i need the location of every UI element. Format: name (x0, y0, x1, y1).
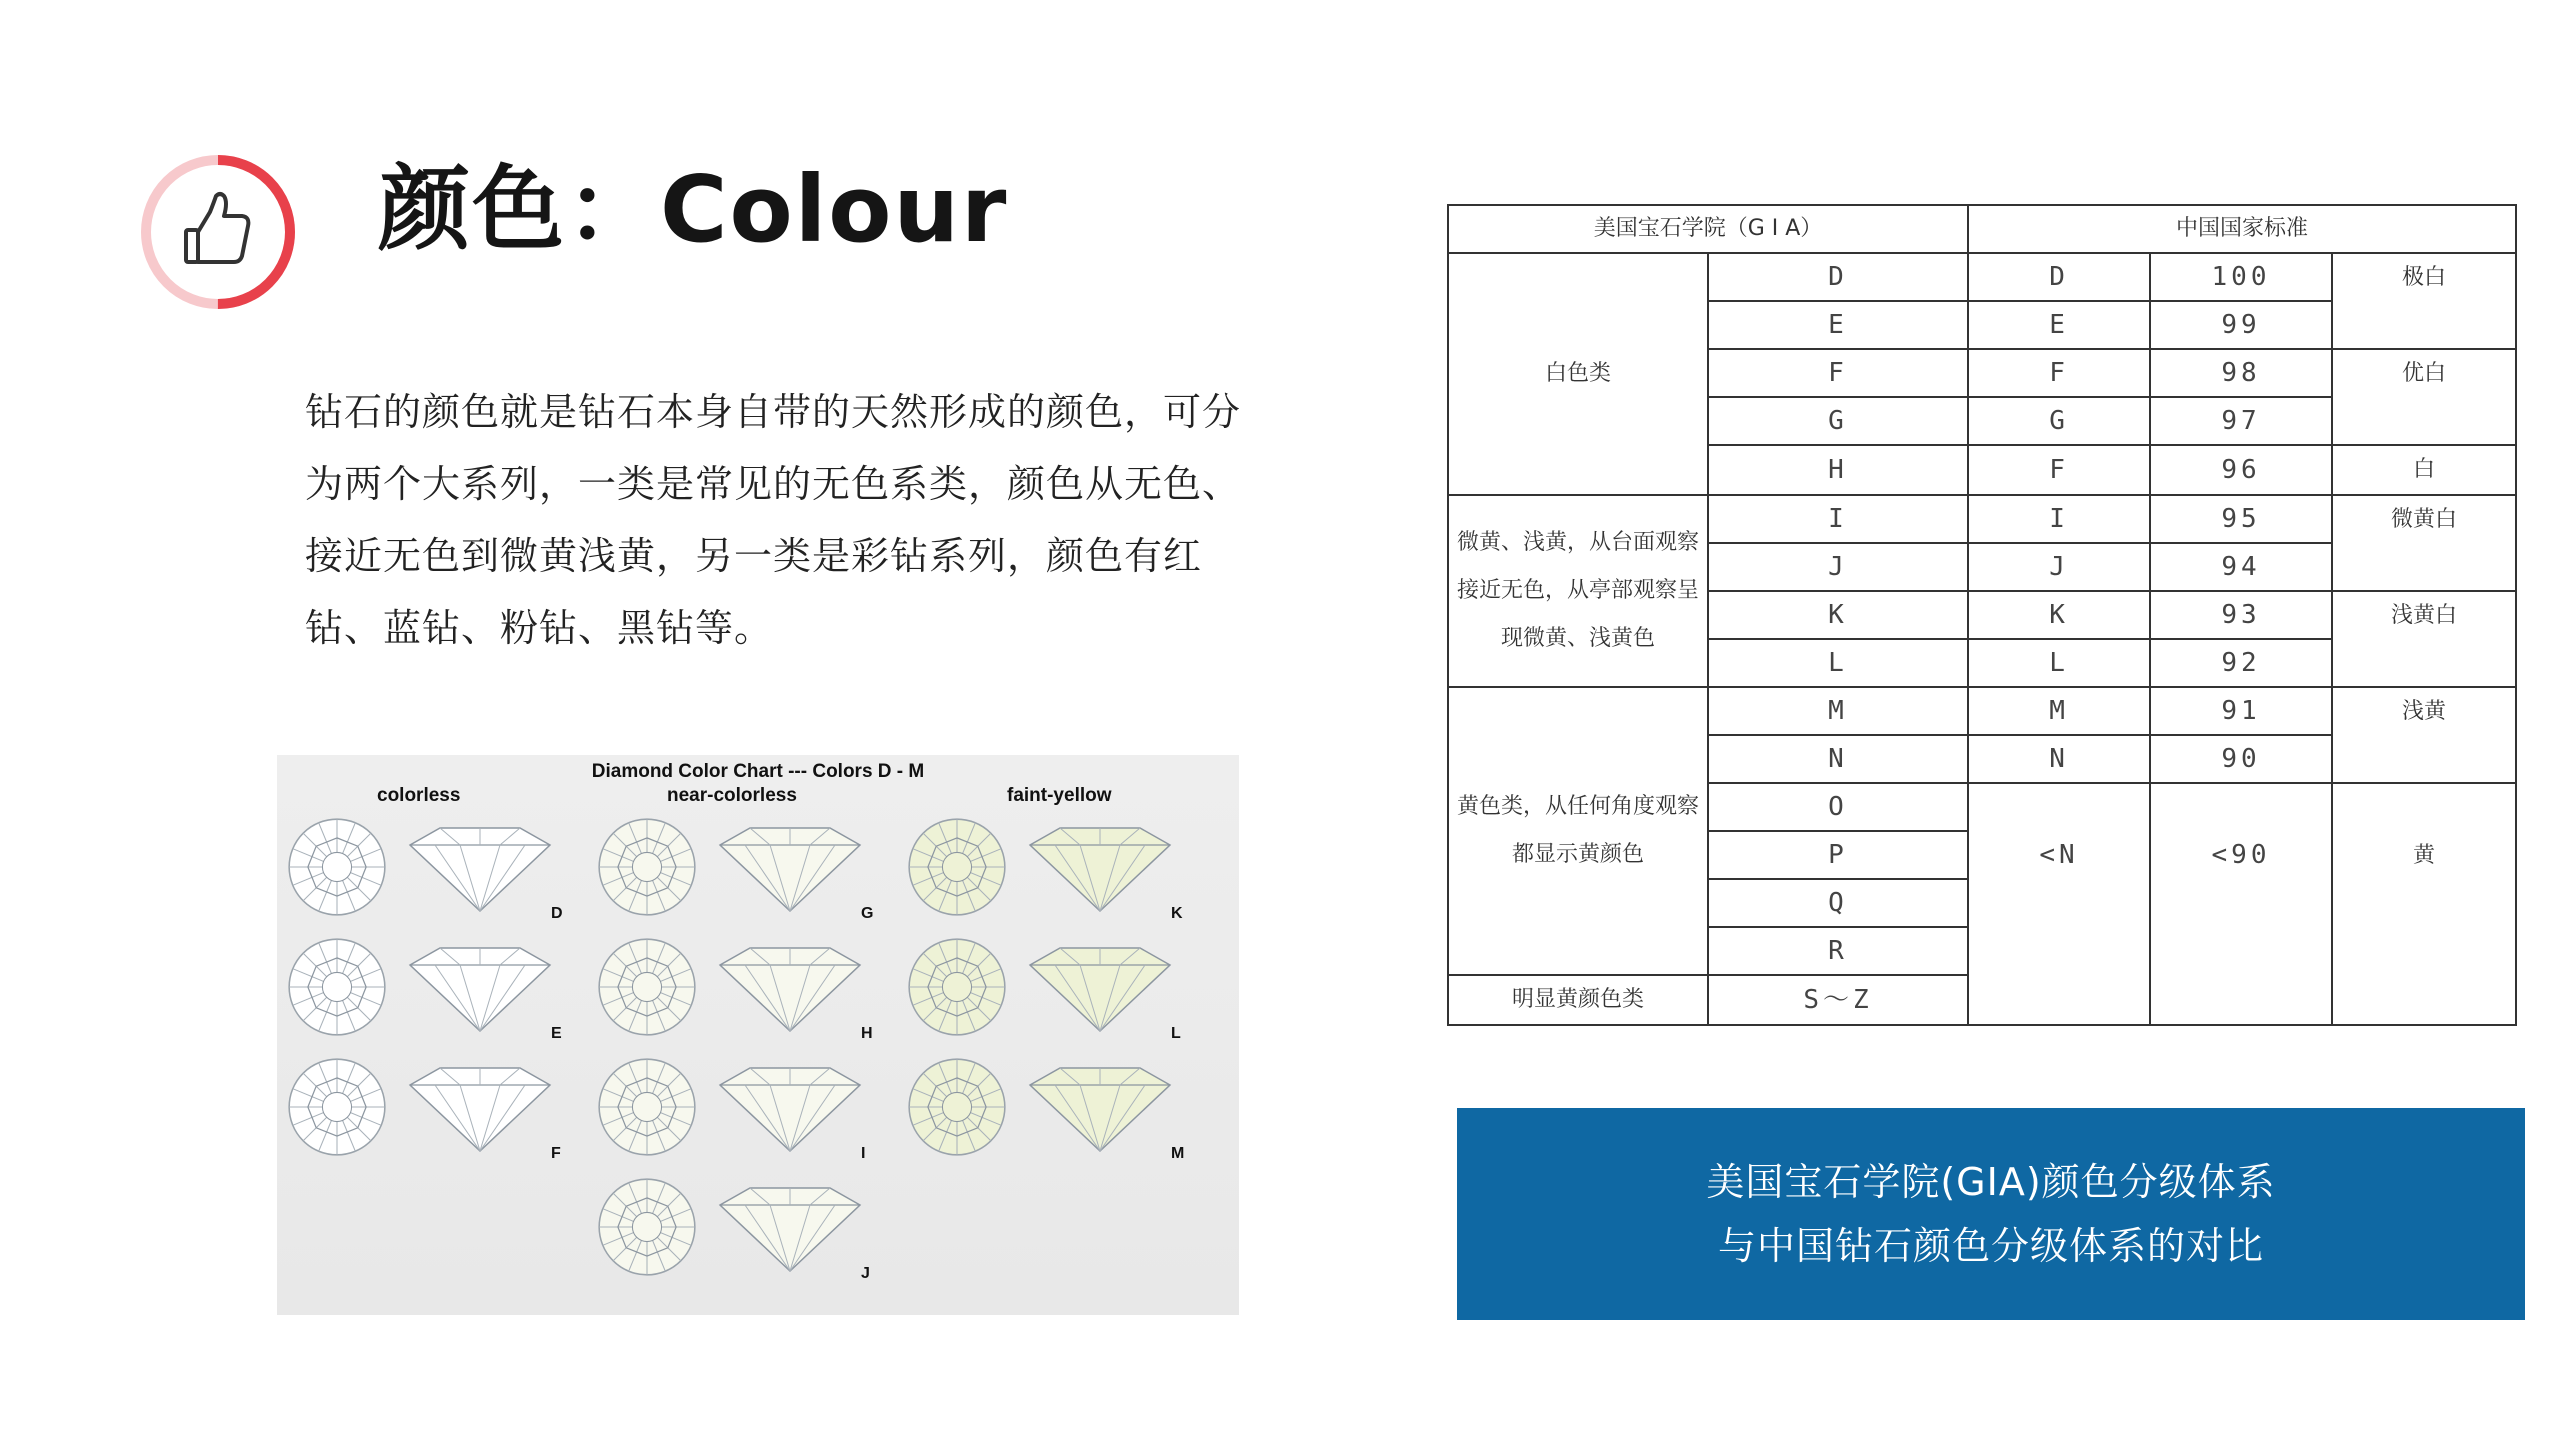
diamond-side-view-J (715, 1183, 865, 1273)
gia-grade: G (1708, 397, 1968, 445)
grade-label-J: J (861, 1265, 870, 1282)
gia-grade: K (1708, 591, 1968, 639)
grade-label-D: D (551, 905, 563, 922)
diamond-top-view-K (905, 815, 1009, 919)
diamond-top-view-F (285, 1055, 389, 1159)
group-white: 白色类 (1448, 253, 1708, 495)
group-label-near-colorless: near-colorless (667, 785, 797, 806)
gia-grade: R (1708, 927, 1968, 975)
caption-line-1: 美国宝石学院(GIA)颜色分级体系 (1706, 1160, 2276, 1204)
cn-number: 93 (2150, 591, 2332, 639)
gia-grade: E (1708, 301, 1968, 349)
gia-grade: L (1708, 639, 1968, 687)
diamond-top-view-M (905, 1055, 1009, 1159)
gia-grade: H (1708, 445, 1968, 495)
gia-grade: F (1708, 349, 1968, 397)
cn-number: <90 (2150, 783, 2332, 1025)
gia-grade: Q (1708, 879, 1968, 927)
thumbs-up-icon (186, 194, 248, 262)
cn-name: 优白 (2332, 349, 2516, 445)
diamond-color-chart (277, 755, 1239, 1315)
cn-name: 浅黄 (2332, 687, 2516, 783)
cn-number: 100 (2150, 253, 2332, 301)
diamond-top-view-J (595, 1175, 699, 1279)
diamond-side-view-I (715, 1063, 865, 1153)
gia-grade: S～Z (1708, 975, 1968, 1025)
gia-grade: P (1708, 831, 1968, 879)
diamond-top-view-L (905, 935, 1009, 1039)
group-label-faint-yellow: faint-yellow (1007, 785, 1112, 806)
gia-grade: I (1708, 495, 1968, 543)
diamond-top-view-G (595, 815, 699, 919)
grade-label-I: I (861, 1145, 866, 1162)
cn-number: 91 (2150, 687, 2332, 735)
cn-letter: F (1968, 445, 2150, 495)
page-title: 颜色：Colour (378, 156, 1009, 263)
cn-name: 浅黄白 (2332, 591, 2516, 687)
gia-grade: N (1708, 735, 1968, 783)
table-caption (1457, 1108, 2525, 1320)
cn-number: 96 (2150, 445, 2332, 495)
cn-number: 97 (2150, 397, 2332, 445)
diamond-top-view-E (285, 935, 389, 1039)
cn-name: 黄 (2332, 783, 2516, 1025)
cn-letter: G (1968, 397, 2150, 445)
chart-title: Diamond Color Chart --- Colors D - M (591, 761, 925, 782)
group-yellow: 黄色类，从任何角度观察都显示黄颜色 (1448, 687, 1708, 975)
cn-number: 95 (2150, 495, 2332, 543)
gia-grade: M (1708, 687, 1968, 735)
diamond-top-view-H (595, 935, 699, 1039)
diamond-side-view-L (1025, 943, 1175, 1033)
cn-letter: E (1968, 301, 2150, 349)
gia-grade: D (1708, 253, 1968, 301)
cn-letter: N (1968, 735, 2150, 783)
grade-label-H: H (861, 1025, 873, 1042)
gia-grade: J (1708, 543, 1968, 591)
cn-letter: L (1968, 639, 2150, 687)
grade-label-L: L (1171, 1025, 1181, 1042)
grade-label-F: F (551, 1145, 561, 1162)
diamond-side-view-K (1025, 823, 1175, 913)
cn-letter: K (1968, 591, 2150, 639)
intro-paragraph: 钻石的颜色就是钻石本身自带的天然形成的颜色，可分为两个大系列，一类是常见的无色系类，颜色从无色、接近无色到微黄浅黄，另一类是彩钻系列，颜色有红钻、蓝钻、粉钻、黑钻等。 (305, 390, 1242, 650)
cn-number: 98 (2150, 349, 2332, 397)
grade-label-K: K (1171, 905, 1183, 922)
cn-number: 94 (2150, 543, 2332, 591)
header-china: 中国国家标准 (1968, 205, 2516, 253)
thumbs-up-badge (138, 152, 298, 312)
group-obvious: 明显黄颜色类 (1448, 975, 1708, 1025)
diamond-side-view-D (405, 823, 555, 913)
diamond-side-view-M (1025, 1063, 1175, 1153)
cn-letter: <N (1968, 783, 2150, 1025)
caption-line-2: 与中国钻石颜色分级体系的对比 (1717, 1224, 2264, 1268)
grade-label-E: E (551, 1025, 562, 1042)
group-label-colorless: colorless (377, 785, 461, 806)
cn-number: 90 (2150, 735, 2332, 783)
group-faint: 微黄、浅黄，从台面观察接近无色，从亭部观察呈现微黄、浅黄色 (1448, 495, 1708, 687)
diamond-top-view-D (285, 815, 389, 919)
diamond-side-view-H (715, 943, 865, 1033)
cn-name: 白 (2332, 445, 2516, 495)
grade-label-G: G (861, 905, 874, 922)
cn-number: 99 (2150, 301, 2332, 349)
cn-letter: D (1968, 253, 2150, 301)
diamond-side-view-F (405, 1063, 555, 1153)
cn-name: 极白 (2332, 253, 2516, 349)
diamond-side-view-G (715, 823, 865, 913)
diamond-top-view-I (595, 1055, 699, 1159)
cn-name: 微黄白 (2332, 495, 2516, 591)
gia-vs-china-grading-table (1447, 204, 2517, 1026)
gia-grade: O (1708, 783, 1968, 831)
cn-number: 92 (2150, 639, 2332, 687)
cn-letter: F (1968, 349, 2150, 397)
grade-label-M: M (1171, 1145, 1185, 1162)
diamond-side-view-E (405, 943, 555, 1033)
cn-letter: J (1968, 543, 2150, 591)
cn-letter: I (1968, 495, 2150, 543)
cn-letter: M (1968, 687, 2150, 735)
header-gia: 美国宝石学院（G I A） (1448, 205, 1968, 253)
